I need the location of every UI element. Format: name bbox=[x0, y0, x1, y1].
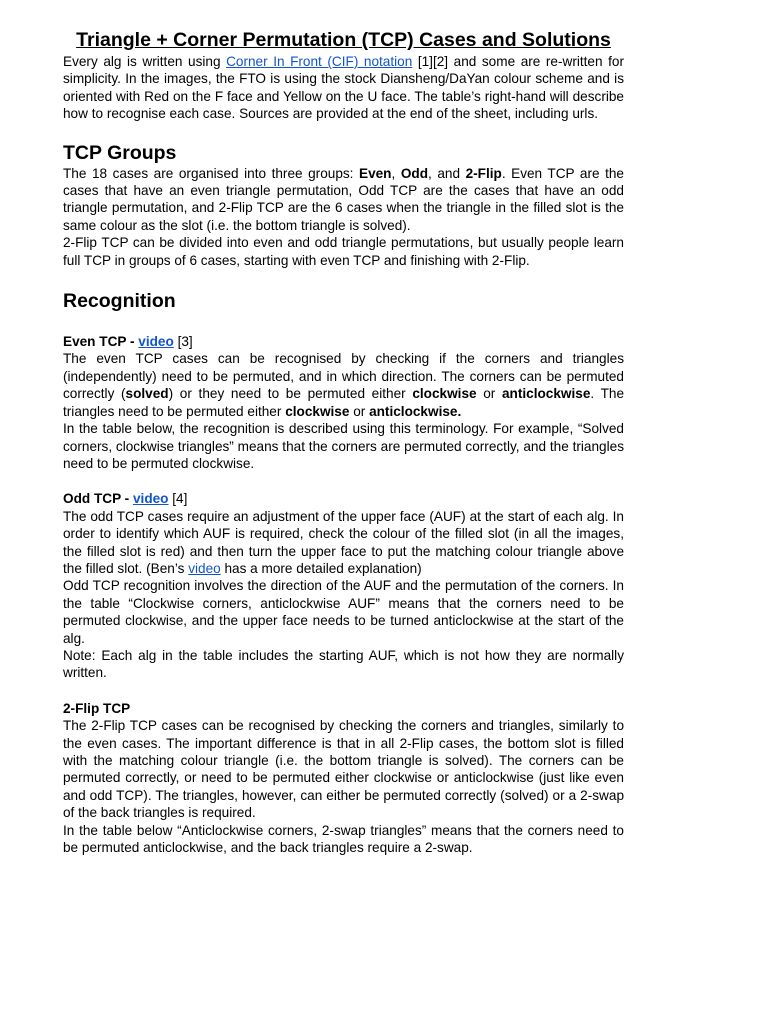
even-tcp-label: Even TCP - bbox=[63, 334, 139, 350]
even-tcp-heading bbox=[63, 333, 624, 350]
intro-paragraph bbox=[63, 53, 624, 123]
term-clockwise: clockwise bbox=[285, 403, 350, 419]
page-title: Triangle + Corner Permutation (TCP) Cases and Solutions bbox=[76, 29, 611, 51]
term-anticlockwise: anticlockwise. bbox=[369, 403, 462, 419]
groups-paragraph-2: 2-Flip TCP can be divided into even and odd triangle permutations, but usually people learn full TCP in groups of 6 cases, starting with even TCP and finishing with 2-Flip. bbox=[63, 235, 624, 268]
group-2flip-label: 2-Flip bbox=[465, 165, 502, 181]
odd-text: The odd TCP cases require an adjustment of the upper face (AUF) at the start of each alg. In order to identify which AUF is required, check the colour of the filled slot (in all the images, the filled slot is red) and then turn the upper face to put the matching colour triangle above the filled slot. (Ben’s bbox=[63, 508, 624, 576]
even-text: or bbox=[349, 403, 370, 419]
even-tcp-video-link[interactable]: video bbox=[138, 334, 174, 350]
odd-tcp-heading bbox=[63, 490, 624, 507]
groups-text: The 18 cases are organised into three groups: bbox=[63, 165, 359, 181]
even-text: . The triangles need to be permuted either bbox=[63, 386, 625, 419]
intro-text-cont: [1][2] and some are re-written for simplicity. In the images, the FTO is using the stock Diansheng/DaYan colour scheme and is oriented with Red on the F face and Yellow on the U face. The table’s right-hand will describe how to recognise each case. Sources are provided at the end of the sheet, including urls. bbox=[63, 54, 624, 122]
even-tcp-ref: [3] bbox=[173, 334, 193, 350]
bens-video-link[interactable]: video bbox=[188, 560, 221, 576]
2flip-tcp-heading: 2-Flip TCP bbox=[63, 700, 131, 716]
groups-sep: , and bbox=[428, 165, 466, 181]
term-solved: solved bbox=[125, 386, 169, 402]
even-text: or bbox=[476, 386, 502, 402]
tcp-groups-heading: TCP Groups bbox=[63, 141, 177, 164]
even-paragraph-1 bbox=[63, 350, 624, 420]
groups-text-cont: . Even TCP are the cases that have an even triangle permutation, Odd TCP are the cases that have an odd triangle permutation, and 2-Flip TCP are the 6 cases when the triangle in the filled slot is the same colour as the slot (i.e. the bottom triangle is solved). bbox=[63, 165, 624, 233]
term-clockwise: clockwise bbox=[412, 386, 477, 402]
2flip-paragraph-2: In the table below “Anticlockwise corners, 2-swap triangles” means that the corners need to be permuted anticlockwise, and the back triangles require a 2-swap. bbox=[63, 822, 624, 856]
group-odd-label: Odd bbox=[400, 165, 429, 181]
even-paragraph-2: In the table below, the recognition is described using this terminology. For example, “Solved corners, clockwise triangles” means that the corners are permuted correctly, and the triangles need to be permuted clockwise. bbox=[63, 421, 624, 471]
odd-paragraph-2: Odd TCP recognition involves the direction of the AUF and the permutation of the corners. In the table “Clockwise corners, anticlockwise AUF” means that the corners need to be permuted clockwise, and the upper face needs to be turned anticlockwise at the start of the alg. bbox=[63, 578, 624, 646]
group-even-label: Even bbox=[359, 165, 392, 181]
2flip-paragraph-1: The 2-Flip TCP cases can be recognised by checking the corners and triangles, similarly to the even cases. The important difference is that in all 2-Flip cases, the bottom slot is filled with the matching colour triangle (i.e. the bottom triangle is solved). The corners can be permuted correctly, or need to be permuted either clockwise or anticlockwise (just like even and odd TCP). The triangles, however, can either be permuted correctly (solved) or a 2-swap of the back triangles is required. bbox=[63, 718, 624, 821]
recognition-heading: Recognition bbox=[63, 290, 176, 313]
odd-note: Note: Each alg in the table includes the starting AUF, which is not how they are normally written. bbox=[63, 647, 624, 681]
groups-paragraph-1 bbox=[63, 165, 624, 235]
odd-tcp-label: Odd TCP - bbox=[63, 491, 133, 507]
term-anticlockwise: anticlockwise bbox=[501, 386, 591, 402]
odd-text-cont: has a more detailed explanation) bbox=[220, 560, 422, 576]
cif-notation-link[interactable]: Corner In Front (CIF) notation bbox=[226, 54, 413, 69]
even-text: ) or they need to be permuted either bbox=[168, 386, 413, 402]
intro-text: Every alg is written using bbox=[63, 54, 227, 69]
odd-tcp-video-link[interactable]: video bbox=[132, 491, 169, 507]
odd-tcp-ref: [4] bbox=[168, 491, 188, 507]
groups-sep: , bbox=[391, 165, 401, 181]
even-text: The even TCP cases can be recognised by checking if the corners and triangles (independently) need to be permuted, and in which direction. The corners can be permuted correctly ( bbox=[63, 351, 624, 402]
document-page bbox=[63, 28, 624, 856]
odd-paragraph-1 bbox=[63, 508, 624, 578]
